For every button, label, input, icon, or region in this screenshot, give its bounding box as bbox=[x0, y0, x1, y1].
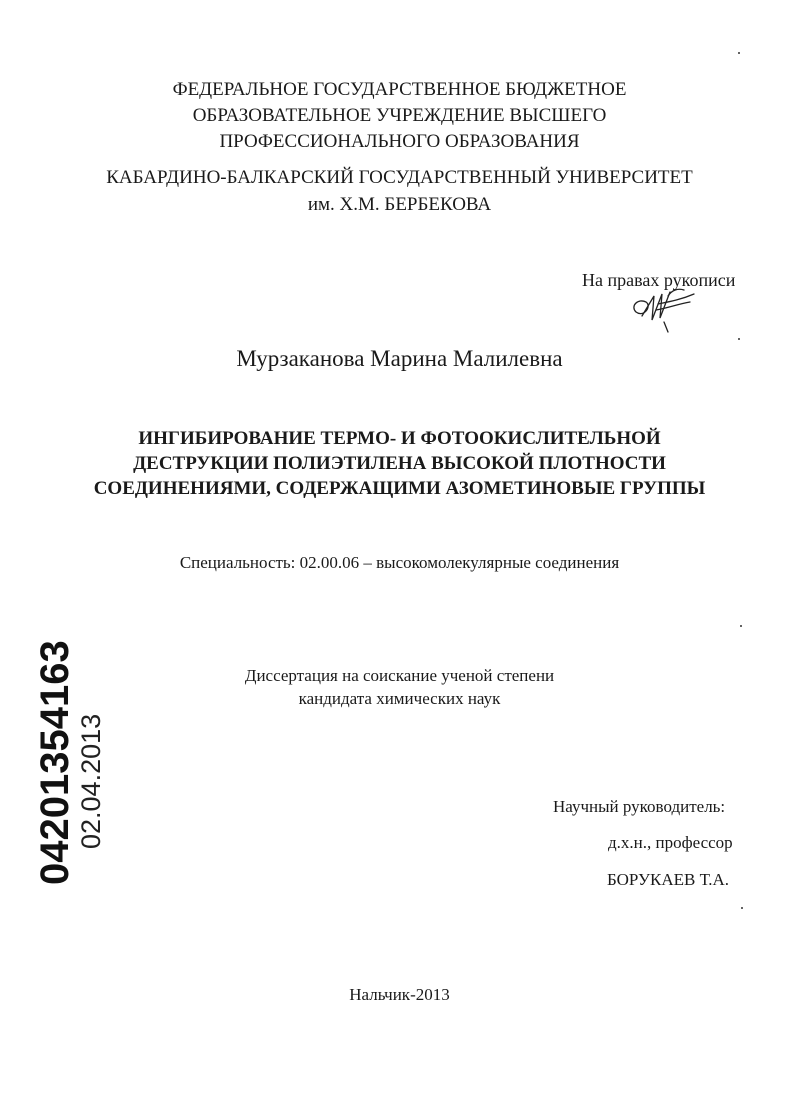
specialty: Специальность: 02.00.06 – высокомолекулярные соединения bbox=[179, 553, 620, 572]
signature-image bbox=[628, 282, 698, 334]
dissertation-title bbox=[0, 427, 799, 502]
title-line: ИНГИБИРОВАНИЕ ТЕРМО- И ФОТООКИСЛИТЕЛЬНОЙ bbox=[138, 428, 661, 449]
city-year: Нальчик-2013 bbox=[349, 985, 450, 1004]
organization-header bbox=[0, 78, 799, 156]
university-line: им. Х.М. БЕРБЕКОВА bbox=[307, 194, 492, 215]
scan-speck bbox=[738, 52, 740, 54]
stamp-date: 02.04.2013 bbox=[76, 713, 106, 849]
degree-statement bbox=[0, 664, 799, 710]
manuscript-note: На правах рукописи bbox=[582, 270, 736, 290]
organization-line: ПРОФЕССИОНАЛЬНОГО ОБРАЗОВАНИЯ bbox=[219, 131, 580, 152]
degree-line: Диссертация на соискание ученой степени bbox=[244, 666, 555, 685]
advisor-label: Научный руководитель: bbox=[553, 797, 726, 816]
advisor-degree: д.х.н., профессор bbox=[608, 833, 733, 852]
registration-stamp bbox=[33, 640, 110, 885]
scan-speck bbox=[738, 338, 740, 340]
author-name: Мурзаканова Марина Малилевна bbox=[236, 346, 563, 371]
university-header bbox=[0, 166, 799, 220]
degree-line: кандидата химических наук bbox=[298, 689, 501, 708]
organization-line: ОБРАЗОВАТЕЛЬНОЕ УЧРЕЖДЕНИЕ ВЫСШЕГО bbox=[192, 105, 607, 126]
title-line: ДЕСТРУКЦИИ ПОЛИЭТИЛЕНА ВЫСОКОЙ ПЛОТНОСТИ bbox=[133, 453, 666, 474]
stamp-code: 04201354163 bbox=[33, 640, 77, 885]
title-line: СОЕДИНЕНИЯМИ, СОДЕРЖАЩИМИ АЗОМЕТИНОВЫЕ ГРУППЫ bbox=[93, 478, 706, 499]
university-line: КАБАРДИНО-БАЛКАРСКИЙ ГОСУДАРСТВЕННЫЙ УНИВЕРСИТЕТ bbox=[106, 167, 693, 188]
advisor-name: БОРУКАЕВ Т.А. bbox=[607, 870, 730, 889]
scan-speck bbox=[741, 907, 743, 909]
organization-line: ФЕДЕРАЛЬНОЕ ГОСУДАРСТВЕННОЕ БЮДЖЕТНОЕ bbox=[172, 79, 627, 100]
scan-speck bbox=[740, 625, 742, 627]
